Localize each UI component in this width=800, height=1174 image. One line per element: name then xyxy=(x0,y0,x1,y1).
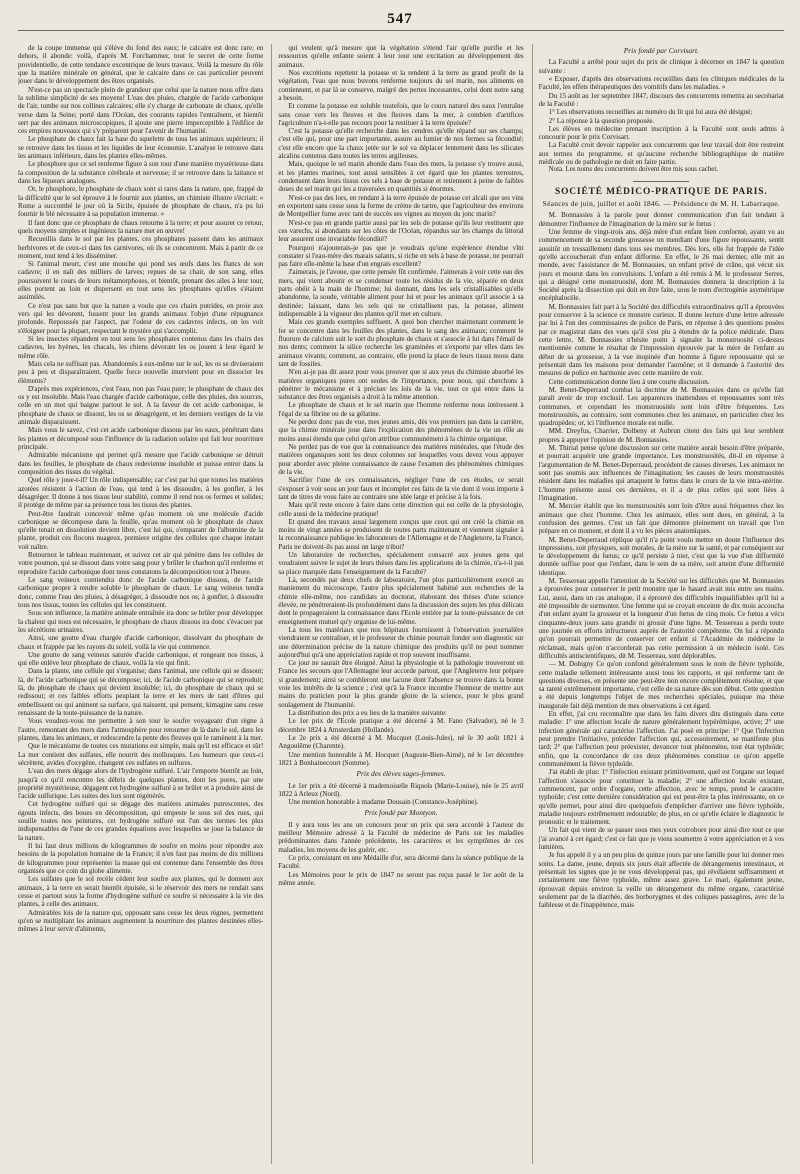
corvisart-prize-text xyxy=(539,58,784,166)
article-paragraph: Quel rôle y joue-t-il? Un rôle indispensable; car c'est par lui que toutes les matières azotées résistent à l'action de l'eau, qui tend à les dissoudre, à les gonfler, à les désagréger. Il donne à nos tissus leur stabilité, comme il rend nos os fermes et solides; il protège de même par sa présence tous les tissus des plantes. xyxy=(18,476,264,510)
article-paragraph: D'après mes expériences, c'est l'eau, non pas l'eau pure; le phosphate de chaux des os y est insoluble. Mais l'eau chargée d'acide carbonique, celle des pluies, des sources, celle en un mot qui baigne partout le sol. A la faveur de cet acide carbonique, le phosphate de chaux se dissout, les os se désagrègent, et les derniers vestiges de la vie animale disparaissent. xyxy=(18,384,264,427)
minutes-paragraph: Une femme de vingt-trois ans, déjà mère d'un enfant bien conformé, ayant vu au commencement de sa seconde grossesse un mendiant d'une figure repoussante, sentit aussitôt un tressaillement dans tous ses membres. Dès lors, elle fut frappée de l'idée qu'elle accoucherait d'un enfant difforme. En effet, le 26 mai dernier, elle mit au monde, avec l'assistance de M. Bonnassies, un enfant privé de crâne, qui vécut six jours et mourut dans les convulsions. L'enfant a été remis à M. le professeur Serres, qui a désigné cette monstruosité, dont M. Bonnassies donnera la description à la Société après la dissection qui doit en être faite, sous le nom d'ectrogénie asymétrique encéphalocèle. xyxy=(538,227,784,303)
article-paragraph: Là, secondés par deux chefs de laboratoire, l'un plus particulièrement exercé au maniement du microscope, l'autre plus spécialement habitué aux recherches de la chimie elle-même, nos candidats au doctorat, élaborant des thèses d'une science élevée, ne pénétreraient-ils profondément dans la discussion des sujets les plus délicats dont le propageraient la connaissance dans l'Ecole entière par la toute-puissance de cet enseignement mutuel qu'y organise de lui-même. xyxy=(278,576,524,626)
minutes-paragraph: M. Mercier établit que les monstruosités sont loin d'être aussi fréquentes chez les animaux que chez l'homme. Chez les animaux, elles sont dues, en général, à la confusion des germes. C'est un fait que démontre pleinement un travail que l'on prépare en ce moment, et dont il a vu les pièces anatomiques. xyxy=(538,502,784,536)
article-paragraph: Vous voudrez-vous me permettre à son tour le soufre voyageant d'un règne à l'autre, remontant des mers dans l'atmosphère pour retourner de là dans le sol, dans les plantes, dans les animaux, et redescendre la pente des fleuves qui le ramènent à la mer. xyxy=(18,717,264,742)
prize-paragraph: Ce prix, consistant en une Médaille d'or, sera décerné dans la séance publique de la Faculté. xyxy=(278,854,524,871)
article-paragraph: qui veulent qu'à mesure que la végétation s'étend l'air qu'elle purifie et les ressources qu'elle enfante soient à leur tour une excitation au développement des animaux. xyxy=(278,44,524,69)
article-paragraph: Le phosphate de chaux et le sel marin que l'homme renferme nous intéressent à l'égal de sa fibrine ou de sa gélatine. xyxy=(278,401,524,418)
prize-paragraph: Il y aura tous les ans un concours pour un prix qui sera accordé à l'auteur du meilleur Mémoire adressé à la Faculté de médecine de Paris sur les maladies prédominantes dans l'année précédente, les caractères et les symptômes de ces maladies, les moyens de les guérir, etc. xyxy=(278,820,524,854)
prize-paragraph: 2° La réponse à la question proposée. xyxy=(548,116,655,125)
article-paragraph: Si les insectes répandent en tout sens les phosphates contenus dans les chairs des cadavres, les hyènes, les chacals, les chiens dévorant les os jouent à leur égard le même rôle. xyxy=(18,334,264,360)
article-paragraph: Mais ces grands exemples suffisent. A quoi bon chercher maintenant comment le fer se concentre dans les feuilles des plantes, dans le sang des animaux; comment le fluorure de calcium suit le sort du phosphate de chaux et s'associe à lui dans l'émail de nos dents; comment la silice recherche les graminées et s'exporte par elles dans les animaux vivants; comment, au contraire, elle prend la place de leurs tissus mous dans tant de fossiles. xyxy=(278,318,524,368)
article-paragraph: Admirable mécanisme qui permet qu'à mesure que l'acide carbonique se détruit dans les feuilles, le phosphate de chaux redevienne insoluble et puisse entrer dans la composition des tissus du végétal. xyxy=(18,451,264,476)
prize-entry: Une mention honorable à M. Hocquet (Auguste-Bien-Aimé), né le 1er décembre 1821 à Bonhainecourt (Somme). xyxy=(278,750,524,767)
article-paragraph: Il lui faut deux millions de kilogrammes de soufre en moins pour répondre aux besoins de la population humaine de la France; il n'en faut pas moins de dix millions de kilogrammes pour représenter la masse qui est contenue dans l'ensemble des êtres organisés que ce coin du globe alimente. xyxy=(18,842,264,875)
prize-paragraph: 1° Les observations recueillies au numéro du lit qui lui aura été désigné; xyxy=(548,108,753,117)
article-paragraph: Que le mécanisme de toutes ces mutations est simple, mais qu'il est efficace et sûr! La mer contient des sulfates, elle nourrit des mollusques. Les humeurs que ceux-ci sécrètent, avides d'oxygène, changent ces sulfates en sulfures. xyxy=(18,742,264,767)
prize-entry: Le 2e prix a été décerné à M. Mocquet (Louis-Jules), né le 30 août 1821 à Angoulême (Charente). xyxy=(278,733,524,751)
article-paragraph: Ce n'est pas sans but que la nature a voulu que ces chairs putrides, en proie aux vers qui les dévorent, fussent pour les grands animaux l'objet d'une répugnance profonde. Repoussés par l'aspect, par l'odeur de ces cadavres infects, on les voit s'éloigner pour la plupart, respectant le mystère qui s'accomplit. xyxy=(18,301,264,335)
article-paragraph: N'est-ce pas des lors, en rendant à la terre épuisée de potasse cet alcali que ses vins en exportent sans cesse sous la forme de crème de tartre, que l'agriculteur des environs de Montpellier fume avec tant de succès ses vignes au moyen du jonc marin? xyxy=(278,193,524,219)
article-paragraph: Sacrifier l'une de ces connaissances, négliger l'une de ces études, ce serait s'exposer à voir sous un jour faux et incomplet ces faits de la vie dont il vous importe à tant de titres de vous faire au contraire une idée large et précise à la fois. xyxy=(278,476,524,501)
prize-intro: La distribution des prix a eu lieu de la manière suivante: xyxy=(288,709,447,717)
article-paragraph: Les sulfates que le sol recèle cèdent leur soufre aux plantes, qui le donnent aux animaux, à la terre en serait bientôt épuisée, si le réservoir des mers ne rendait sans cesse et partout sous la forme d'hydrogène sulfuré ce soufre si nécessaire à la vie des plantes, à celle des animaux. xyxy=(18,875,264,909)
prize-paragraph: « Exposer, d'après des observations recueillies dans les cliniques médicales de la Faculté, les effets thérapeutiques des vomitifs dans les maladies. » xyxy=(538,74,784,92)
society-minutes xyxy=(539,211,784,909)
prize-paragraph: Du 15 août au 1er septembre 1847, discours des concurrents remettra au secrétariat de la Faculté : xyxy=(538,91,784,108)
article-paragraph: Nos excrétions rejettent la potasse et la rendent à la terre au grand profit de la végétation, l'eau que nous buvons renferme toujours du sel marin, nos aliments en contiennent, et par là se conserve, malgré des pertes incessantes, celui dont notre sang a besoin. xyxy=(278,68,524,102)
prize-entry: Le 1er prix a été décerné à mademoiselle Riquols (Marie-Louise), née le 25 avril 1822 à Arleux (Nord). xyxy=(278,781,524,798)
minutes-paragraph: M. Benet-Deperraud combat la doctrine de M. Bonnassies dans ce qu'elle fait paraît avoir de trop exclusif. Les apparences inattendues et repoussantes sont très communes, et cependant les monstruosités sont loin d'être fréquentes. Les monstruosités, au contraire, sont communes chez les animaux, en particulier chez les quadrupèdes; or, ici l'influence morale est nulle. xyxy=(538,385,784,428)
montyon-prize-title: Prix fondé par Montyon. xyxy=(364,808,438,818)
article-paragraph: Un laboratoire de recherches, spécialement consacré aux jeunes gens qui voudraient suivre le sujet de leurs thèses dans les applications de la chimie, n'a-t-il pas sa place marquée dans l'enseignement de la Faculté? xyxy=(278,551,524,576)
article-paragraph: Le phosphore que ce sel renferme figure à son tour d'une manière mystérieuse dans la composition de la substance cérébrale et nerveuse; il se retrouve dans la laitance et dans les liqueurs analogues. xyxy=(18,160,264,185)
article-paragraph: Une goutte de sang veineux saturée d'acide carbonique, et rongeant nos tissus, à qui elle enlève leur phosphate de chaux, voilà la vie qui finit. xyxy=(18,650,264,668)
minutes-paragraph: M. Thirial pense qu'une discussion sur cette matière aurait besoin d'être préparée, et pourrait acquérir une grande importance. Les monstruosités, dit-il en réponse à l'argumentation de M. Benet-Deperraud, procèdent de causes diverses. Les animaux ne sont pas soumis aux influences de l'imagination; les causes de leurs monstruosités résident dans les maladies qui attaquent le fœtus dans le cours de la vie intra-utérine. L'homme présente aussi ces dernières, et il a de plus celles qui sont liées à l'imagination. xyxy=(538,444,784,502)
article-paragraph: Or, le phosphore, le phosphate de chaux sont si rares dans la nature, que, frappé de la difficulté que le sol éprouve à le fournir aux plantes, un chimiste illustre s'écriait: « Rome a succombé le jour où la Sicile, épuisée de phosphate de chaux, n'a pu lui fournir le blé nécessaire à sa population immense. » xyxy=(18,185,264,219)
article-paragraph: Dans la plante, une cellule qui s'organise; dans l'animal, une cellule qui se dissout; là, de l'acide carbonique qui se décompose; ici, de l'acide carbonique qui se reproduit; là, du phosphate de chaux qui devient insoluble; ici, du phosphate de chaux qui se redissout; et ces faibles efforts peuplant la terre et les mers de tant d'êtres qui embellissent ou qui animent sa surface, qui naissent, qui pensent, kimagine sans cesse renaissant de la toute-puissance de la nature. xyxy=(18,667,264,717)
article-paragraph: Recueillis dans le sol par les plantes, ces phosphates passent dans les animaux herbivores et de ceux-ci dans les carnivores, où ils se concentrent. Mais à partir de ce moment, tout tend à les disséminer. xyxy=(18,235,264,260)
article-paragraph: Et comme la potasse est soluble toutefois, que le cours naturel des eaux l'entraîne sans cesse vers les fleuves et des fleuves dans la mer, à combien d'artifices l'agriculture n'a-t-elle pas recours pour la restituer à la terre épuisée? xyxy=(278,102,524,127)
article-paragraph: N'en ai-je pas dit assez pour vous prouver que si aux yeux du chimiste absorbé les matières organiques pures ont seules de l'importance, pour nous, qui cherchons à pénétrer le mécanisme et à préciser les lois de la vie, tout ce qui entre dans la substance des êtres organisés a droit à la même attention. xyxy=(278,368,524,402)
corvisart-prize-title: Prix fondé par Corvisart. xyxy=(623,46,699,55)
minutes-paragraph: Un fait qui vient de se passer sous mes yeux corrobore pour ainsi dire tout ce que j'ai avancé à cet égard; c'est ce fait que je viens soumettre à votre appréciation et à vos lumières. xyxy=(538,826,784,852)
prize-paragraph: Les élèves en médecine prenant inscription à la Faculté sont seuls admis à concourir pour le prix Corvisart. xyxy=(538,124,784,142)
article-paragraph: Ainsi, une goutte d'eau chargée d'acide carbonique, dissolvant du phosphate de chaux et frappée par les rayons du soleil, voilà la vie qui commence. xyxy=(18,634,264,651)
article-paragraph: Mais vous le savez, c'est cet acide carbonique dissous par les eaux, pénétrant dans les plantes et décomposé sous l'influence de la radiation solaire qui fait leur nourriture principale. xyxy=(18,426,264,451)
article-paragraph: Cet hydrogène sulfuré qui se dégage des matières animales putrescentes, des égouts infects, des boues en décomposition, qui empeste le sous sol des rues, qui souille toutes nos peintures, cet hydrogène sulfuré est l'un des termes les plus indispensables de l'une de ces grandes équations avec lesquelles se joue la balance de la nature. xyxy=(18,800,264,842)
article-paragraph: N'est-ce pas un spectacle plein de grandeur que celui que la nature nous offre dans la sublime simplicité de ses moyens! L'eau des pluies, chargée de l'acide carbonique de l'air, tombe sur nos collines calcaires; elle s'y charge de carbonate de chaux, qu'elle verse dans la Seine; porté dans l'Océan, des courants rapides l'entraînent, et bientôt sert par des animaux microscopiques, il ajoute une pierre imperceptible à l'édifice de ces empires nouveaux qui s'y préparent pour l'avenir de l'humanité. xyxy=(18,85,264,136)
column-2 xyxy=(271,44,523,1164)
header-rule xyxy=(18,30,784,31)
columns xyxy=(18,44,784,1164)
column-1 xyxy=(18,44,263,1164)
midwife-prize-title: Prix des élèves sages-femmes. xyxy=(356,769,446,779)
prize-paragraph: La Faculté a arrêté pour sujet du prix de clinique à décerner en 1847 la question suivante : xyxy=(538,58,784,75)
society-title: SOCIÉTÉ MÉDICO-PRATIQUE DE PARIS. xyxy=(554,186,768,197)
minutes-paragraph: M. Benet-Deperraud réplique qu'il n'a point voulu mettre en doute l'influence des impressions, soit physiques, soit morales, de la mère sur la santé, et par conséquent sur le développement du fœtus; ce qu'il persiste à nier, c'est que la vue d'un difformité donnée suffise pour que l'enfant, dans le sein de sa mère, soit atteint d'une difformité identique. xyxy=(538,535,784,577)
article-paragraph: Admirables lois de la nature qui, opposant sans cesse les deux règnes, permettent qu'en se multipliant les animaux augmentent la nourriture des plantes destinées elles-mêmes à leur servir d'aliments, xyxy=(18,908,264,934)
article-paragraph: Le phosphate de chaux fait la base du squelette de tous les animaux supérieurs; il se retrouve dans les tissus et les liquides de leur économie. L'analyse le retrouve dans les animaux inférieurs, dans les plantes elles-mêmes. xyxy=(18,135,264,161)
minutes-paragraph: M. Bonnassies à la parole pour donner communication d'un fait tendant à démontrer l'influence de l'imagination de la mère sur le fœtus : xyxy=(538,211,784,228)
article-paragraph: Si l'animal meurt, c'est une mouche qui pond ses œufs dans les flancs de son cadavre; il en naît des milliers de larves; repues de sa chair, de son sang, elles poursuivent le cours de leurs métamorphoses, et bientôt, prenant des ailes à leur tour, elles portent au loin et dispersent en tout sens les phosphates qu'elles s'étaient assimilés. xyxy=(18,260,264,302)
page-header xyxy=(0,10,800,36)
article-paragraph: C'est la potasse qu'elle recherche dans les cendres qu'elle répand sur ses champs; c'est elle qui, pour une part importante, assure au fumier de nos fermes sa fécondité; c'est elle encore que la chaux jetée sur le sol va déplacer lentement dans les silicates alcalins contenus dans toutes les terres argileuses. xyxy=(278,127,524,161)
prize-paragraph: La Faculté croit devoir rappeler aux concurrents que leur travail doit être restreint aux termes du programme, et qu'aucune recherche bibliographique de matière médicale ou de pathologie ne doit en faire partie. xyxy=(538,141,784,167)
article-paragraph: Sous son influence, la matière animale entraînée ira donc se brûler pour développer la chaleur qui nous est nécessaire, le phosphate de chaux dissous ira donc s'évacuer par les sécrétions urinaires. xyxy=(18,609,264,634)
minutes-paragraph: M. Bonnassies fait part à la Société des difficultés extraordinaires qu'il a éprouvées pour conserver à la science ce monstre curieux. Il donne lecture d'une lettre adressée par lui à l'un des commissaires de police de Paris, en réponse à des questions posées par ce magistrat dans des vues qu'il s'est plu à étendre de la police médicale. Dans cette lettre, M. Bonnassies n'hésite point à signaler la monstruosité ci-dessus mentionnée comme le résultat de l'impression éprouvée par la mère de l'enfant au début de sa grossesse, à la vue inopinée d'un homme à figure repoussante qui se présentait dans les maisons pour demander l'aumône; et il demande à l'autorité des mesures de police en harmonie avec cette manière de voir. xyxy=(538,302,784,378)
article-paragraph: de la coupe immense qui s'élève du fond des eaux; le calcaire est donc rare; en dehors, il abonde: voilà, d'après M. Forchammer, tout le secret de cette forme providentielle, de cette tendance excentrique de leurs travaux. Voilà la mesure du rôle que la matière minérale en général, que le calcaire dans ce cas particulier peuvent jouer dans le développement des êtres organisés. xyxy=(18,44,264,86)
column-3 xyxy=(532,44,784,1164)
minutes-paragraph: MM. Dreyfus, Charrier, Dolbeny et Aubrun citent des faits qui leur semblent propres à appuyer l'opinion de M. Bonnassies. xyxy=(538,427,784,444)
article-paragraph: Peut-être faudrait concevoir même qu'au moment où une molécule d'acide carbonique se décompose dans la feuille, qu'au moment où le phosphate de chaux qu'elle tenait en dissolution devient libre, c'est lui qui, s'emparant de l'albumine de la plante, produit ces flocons nuageux, premiere origine des cellules que chaque instant voit naître. xyxy=(18,509,264,551)
article-paragraph: N'est-ce pas en grande partie aussi par les sels de potasse qu'ils leur restituent que ces varechs, si abondants sur les côtes de l'Océan, répandus sur les champs du littoral leur assurent une invariable fécondité? xyxy=(278,218,524,244)
article-paragraph: L'eau des mers dégage alors de l'hydrogène sulfuré. L'air l'emporte bientôt au loin, jusqu'à ce qu'il rencontre les débris de quelques plantes, dont les pores, par une propriété mystérieuse, dégagent cet hydrogène sulfuré à se brûler et à produire ainsi de l'acide sulfurique. Les suites des lors sont régénérés. xyxy=(18,767,264,801)
minutes-paragraph: Cette communication donne lieu à une courte discussion. xyxy=(548,377,710,386)
minutes-paragraph: — M. Dobigny Ce qu'on confond généralement sous le nom de fièvre typhoïde, cette maladie tellement intéressante aussi tous les rapports, et qui renferme tant de questions diverses, en présente une peut-être non encore complètement résolue, et que sa rareté extrêmement importante, c'est celle de sa nature dès son début. Cette question a été depuis longtemps l'objet de mes recherches spéciales, puisque ma thèse inaugurale fait déjà mention de mes observations à cet égard. xyxy=(538,660,784,710)
article-paragraph: Le sang veineux contiendra donc de l'acide carbonique dissous, de l'acide carbonique propre à rendre soluble le phosphate de chaux. Le sang veineux tendra donc, comme l'eau des pluies, à désagréger, à dissoudre nos os; à gonfler, à dissoudre tous nos tissus, toutes les cellules qui les constituent. xyxy=(18,576,264,609)
article-paragraph: Pourquoi n'ajouterais-je pas que je voudrais qu'une expérience étendue vînt constater si l'eau-mère des marais salants, si riche en sels à base de potasse, ne pourrait pas faire elle-même la base d'un engrais excellent? xyxy=(278,243,524,269)
article-paragraph: Mais qu'il reste encore à faire dans cette direction qui est celle de la physiologie, celle aussi de la médecine pratique! xyxy=(278,501,524,518)
article-paragraph: J'aimerais, je l'avoue, que cette pensée fût confirmée. J'aimerais à voir cette eau des mers, qui vient aboutir et se condenser toute les résidus de la vie, séparée en deux parts obéir à la main de l'homme; lui donnant, dans les sels cristallisables qu'elle abandonne, la soude, véritable aliment pour lui et pour les animaux qu'il associe à sa destinée; laissant, dans les sels qui ne cristallisent pas, la potasse, aliment indispensable à la vigueur des plantes qu'il met en culture. xyxy=(278,268,524,318)
prize-entry: Une mention honorable à madame Dousain (Constance-Joséphine). xyxy=(288,798,479,807)
prize-paragraph: Les Mémoires pour le prix de 1847 ne seront pas reçus passé le 1er août de la même année. xyxy=(278,870,524,887)
minutes-paragraph: M. Tessereau appelle l'attention de la Société sur les difficultés que M. Bonnassies a éprouvées pour conserver le petit monstre que le hasard avait mis entre ses mains. Lui, aussi, dans un cas analogue, il a éprouvé des difficultés inqualifiables qu'il lui a été impossible de surmonter. Une femme qui se croyait enceinte de dix mois accoucha d'un enfant ayant la grosseur et la longueur d'un fœtus de cinq mois. Ce fœtus a vécu cinquante-deux jours sans grandir ni grossir d'une ligne. M. Tessereau a perdu toute une journée en efforts infructueux auprès de l'autorité compétente. On lui a répondu qu'on pourrait permettre de conserver cet enfant si l'Académie de médecine le réclamait, mais qu'on n'accorderait pas cette permission à un médecin isolé. Ces difficultés antiscientifiques, dit M. Tessereau, sont déplorables. xyxy=(538,577,784,660)
prize-entry: Le 1er prix de l'Ecole pratique a été décerné à M. Fano (Salvador), né le 3 décembre 1824 à Amsterdam (Hollande). xyxy=(278,717,524,734)
article-paragraph: Retournez le tableau maintenant, et suivez cet air qui pénètre dans les cellules de votre poumon, qui se dissout dans votre sang pour y brûler le charbon qu'il renferme et reproduire l'acide carbonique dont nous constatons la décomposition tout à l'heure. xyxy=(18,551,264,576)
session-line: Séances de juin, juillet et août 1846. — Présidence de M. H. Labarraque. xyxy=(542,199,780,208)
article-paragraph: Ce jour ne saurait être éloigné. Ainsi la physiologie et la pathologie trouveront en France les secours que l'Allemagne leur accorde partout, que l'Angleterre leur prépare si grandement; ainsi se combleront une lacune dont l'absence se trouve dans la bonne voie les intérêts de la science ; c'est qu'à la France incombe l'honneur de mettre aux mains du praticien pour la plus grande gloire de la science, pour le plus grand soulagement de l'humanité. xyxy=(278,659,524,709)
article-paragraph: Et quand des travaux aussi largement conçus que ceux qui ont créé la chimie en moins de vingt années se produisent de toutes parts maintenant et viennent signaler à la reconnaissance publique les laborateurs de l'Allemagne et de l'Angleterre, la France, Paris ne doivent-ils pas aussi un large tribut? xyxy=(278,517,524,551)
minutes-paragraph: J'ai établi de plus: 1° l'infection existant primitivement, quel est l'organe sur lequel l'affection s'associe pour constituer la maladie; 2° une affection locale existant, commencent, par ordre d'organe, cette affection, avec le temps, prend le caractère typhoïde; c'est cette dernière considération qui est peut-être la plus intéressante, en ce qu'elle permet, pour ainsi dire quelquefois d'empêcher d'arriver une fièvre typhoïde, maladie toujours extrêmement redoutable; de plus, en ce qu'elle éclaire le diagnostic le pronostic et le traitement. xyxy=(538,768,784,827)
minutes-paragraph: Je fus appelé il y a un peu plus de quinze jours par une famille pour lui donner mes soins. La dame, jeune, depuis six jours était affectée de dérangements intestinaux, et présentait les signes que je ne vous développerai pas, qui révélaient suffisamment et certainement une fièvre typhoïde, même assez grave. Le mari, également jeune, éprouvait depuis environ la veille un dérangement du même organe, caractérisé seulement par de la diarrhée, des borborygmes et des coliques passagères, avec de la faiblesse et de l'inappétence, mais xyxy=(538,851,784,910)
page-number: 547 xyxy=(387,11,413,27)
section-divider xyxy=(633,181,689,182)
nota-line: Nota. Les noms des concurrents doivent être mis sous cachet. xyxy=(548,166,719,174)
minutes-paragraph: En effet, j'ai cru reconnaître que dans les faits divers dits distingués dans cette maladie: 1° une affection locale de nature généralement hypérémique, active; 2° une infection générale qui caractérise l'affection. J'ai posé en principe: 1° Que l'infection peut prendre l'initiative, précéder l'affection qui, accessoirement, se manifeste plus tard; 2° que l'affection peut préexister, devancer tout phénomène, tout état typhoïde; enfin, que la concordance de ces deux phénomènes constitue ce qu'on appelle communément la fièvre typhoïde. xyxy=(538,710,784,768)
article-paragraph: Il faut donc que ce phosphate de chaux retourne à la terre; et pour assurer ce retour, quels moyens simples et ingénieux la nature met en œuvre! xyxy=(18,218,264,235)
article-paragraph: Ne perdez pas de vue que la connaissance des matières minérales, que l'étude des matières organiques sont les deux colonnes sur lesquelles vous devez vous appuyer pour aborder avec pleine connaissance de cause l'examen des phénomènes chimiques de la vie. xyxy=(278,443,524,476)
article-paragraph: La tous les matériaux que nos hôpitaux fournissent à l'observation journalière viendraient se centraliser, et le professeur de chimie pourrait fonder son diagnostic sur une détermination précise de la nature chimique des produits qu'il ne peut nommer aujourd'hui qu'à une appréciation rapide et trop souvent insuffisante. xyxy=(278,625,524,659)
article-paragraph: Mais, quoique le sel marin abonde dans l'eau des mers, la potasse s'y trouve aussi, et les plantes marines, tout aussi sensibles à cet égard que les plantes terrestres, condensent dans leurs tissus ces sels à base de potasse et retiennent à peine de faibles doses du sel marin qui les a traversées en quantités si énormes. xyxy=(278,160,524,194)
article-paragraph: Mais cela ne suffisait pas. Abandonnés à eux-même sur le sol, les os se diviseraient peu à peu et disparaîtraient. Quelle force nouvelle intervient pour en dissocier les éléments? xyxy=(18,359,264,385)
article-paragraph: Ne perdez donc pas de vue, mes jeunes amis, dès vos premiers pas dans la carrière, que la chimie minérale joue dans l'explication des phénomènes de la vie un rôle au moins aussi étendu que celui qu'on attribue communément à la chimie organique. xyxy=(278,418,524,443)
